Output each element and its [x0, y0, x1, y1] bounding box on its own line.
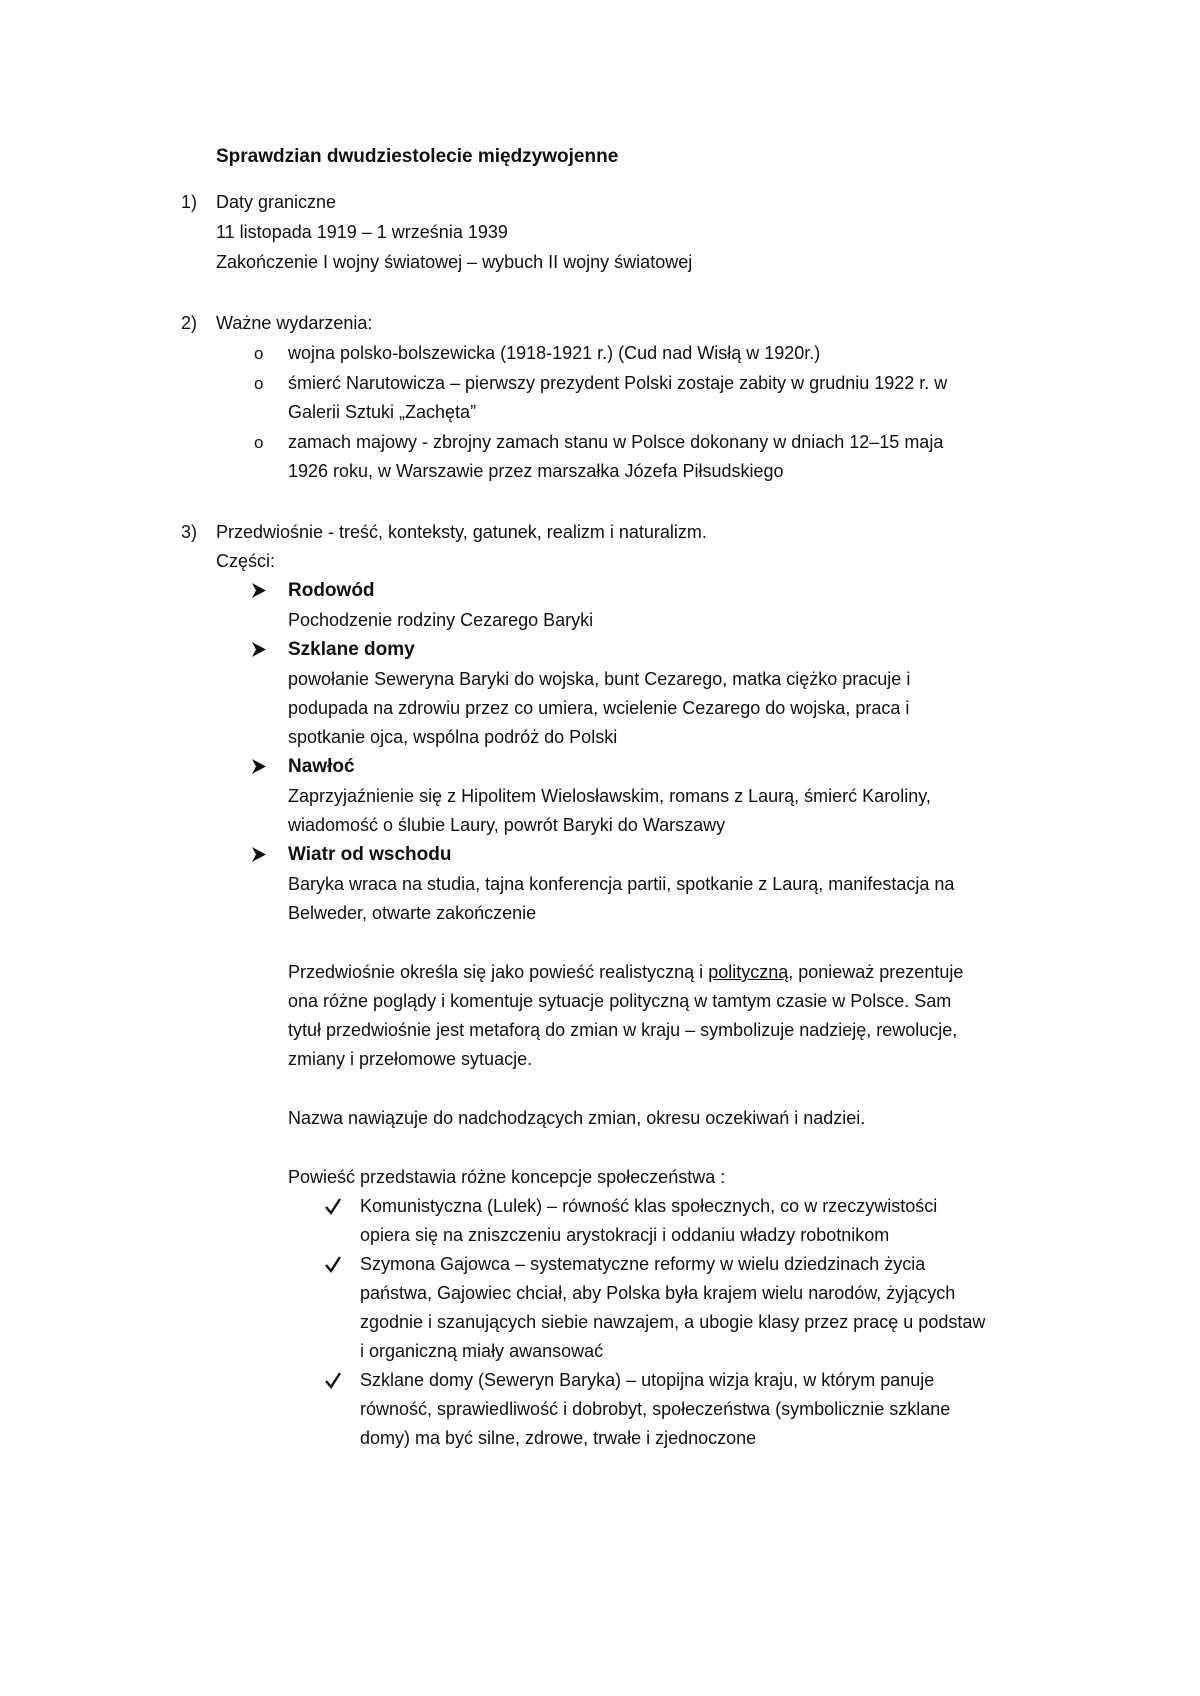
concept-line: Szymona Gajowca – systematyczne reformy w wielu dziedzinach życia: [360, 1254, 926, 1274]
part-line: powołanie Seweryna Baryki do wojska, bunt Cezarego, matka ciężko pracuje i: [288, 669, 911, 689]
paragraph-line: ona różne poglądy i komentuje sytuacje polityczną w tamtym czasie w Polsce. Sam: [288, 991, 952, 1011]
concept-line: państwa, Gajowiec chciał, aby Polska była krajem wielu narodów, żyjących: [360, 1283, 956, 1303]
paragraph-text: Przedwiośnie określa się jako powieść realistyczną i: [288, 962, 709, 982]
part-line: Belweder, otwarte zakończenie: [288, 903, 537, 923]
section3-number: 3): [181, 522, 198, 542]
document-title: Sprawdzian dwudziestolecie międzywojenne: [216, 146, 619, 167]
event-line: wojna polsko-bolszewicka (1918-1921 r.) (Cud nad Wisłą w 1920r.): [288, 343, 821, 363]
arrow-bullet-icon: [250, 635, 268, 664]
event-line: śmierć Narutowicza – pierwszy prezydent Polski zostaje zabity w grudniu 1922 r. w: [288, 373, 948, 393]
part-title: Szklane domy: [288, 639, 415, 660]
paragraph-line: Powieść przedstawia różne koncepcje społeczeństwa :: [288, 1167, 726, 1187]
paragraph-line: zmiany i przełomowe sytuacje.: [288, 1049, 533, 1069]
concept-line: opiera się na zniszczeniu arystokracji i oddaniu władzy robotnikom: [360, 1225, 890, 1245]
concept-line: Komunistyczna (Lulek) – równość klas społecznych, co w rzeczywistości: [360, 1196, 938, 1216]
checkmark-icon: [324, 1192, 342, 1221]
part-line: spotkanie ojca, wspólna podróż do Polski: [288, 727, 618, 747]
checkmark-icon: [324, 1250, 342, 1279]
concept-line: i organiczną miały awansować: [360, 1341, 604, 1361]
part-title: Nawłoć: [288, 756, 355, 777]
underlined-word: polityczną: [708, 962, 789, 982]
circle-bullet-icon: o: [254, 433, 264, 452]
part-title: Wiatr od wschodu: [288, 844, 452, 865]
section1-heading: Daty graniczne: [216, 192, 337, 212]
arrow-bullet-icon: [250, 576, 268, 605]
concept-line: Szklane domy (Seweryn Baryka) – utopijna wizja kraju, w którym panuje: [360, 1370, 935, 1390]
event-line: Galerii Sztuki „Zachęta”: [288, 402, 477, 422]
paragraph-line: [288, 958, 963, 987]
paragraph-line: Nazwa nawiązuje do nadchodzących zmian, okresu oczekiwań i nadziei.: [288, 1108, 866, 1128]
part-line: Zaprzyjaźnienie się z Hipolitem Wielosławskim, romans z Laurą, śmierć Karoliny,: [288, 786, 931, 806]
paragraph-text: , ponieważ prezentuje: [788, 962, 964, 982]
concept-line: równość, sprawiedliwość i dobrobyt, społeczeństwa (symbolicznie szklane: [360, 1399, 951, 1419]
parts-label: Części:: [216, 551, 276, 571]
concept-line: zgodnie i szanujących siebie nawzajem, a ubogie klasy przez pracę u podstaw: [360, 1312, 986, 1332]
event-line: zamach majowy - zbrojny zamach stanu w Polsce dokonany w dniach 12–15 maja: [288, 432, 944, 452]
paragraph-line: tytuł przedwiośnie jest metaforą do zmian w kraju – symbolizuje nadzieję, rewolucje,: [288, 1020, 958, 1040]
checkmark-icon: [324, 1366, 342, 1395]
section3-heading: Przedwiośnie - treść, konteksty, gatunek, realizm i naturalizm.: [216, 522, 707, 542]
part-line: Baryka wraca na studia, tajna konferencja partii, spotkanie z Laurą, manifestacja na: [288, 874, 955, 894]
event-line: 1926 roku, w Warszawie przez marszałka Józefa Piłsudskiego: [288, 461, 784, 481]
section1-number: 1): [181, 192, 198, 212]
section2-number: 2): [181, 313, 198, 333]
part-line: Pochodzenie rodziny Cezarego Baryki: [288, 610, 594, 630]
section1-dates: 11 listopada 1919 – 1 września 1939: [216, 222, 508, 242]
part-line: podupada na zdrowiu przez co umiera, wcielenie Cezarego do wojska, praca i: [288, 698, 910, 718]
concept-line: domy) ma być silne, zdrowe, trwałe i zjednoczone: [360, 1428, 757, 1448]
circle-bullet-icon: o: [254, 374, 264, 393]
part-title: Rodowód: [288, 580, 375, 601]
section1-desc: Zakończenie I wojny światowej – wybuch II wojny światowej: [216, 252, 693, 272]
section2-heading: Ważne wydarzenia:: [216, 313, 373, 333]
circle-bullet-icon: o: [254, 344, 264, 363]
arrow-bullet-icon: [250, 752, 268, 781]
arrow-bullet-icon: [250, 840, 268, 869]
part-line: wiadomość o ślubie Laury, powrót Baryki do Warszawy: [288, 815, 726, 835]
